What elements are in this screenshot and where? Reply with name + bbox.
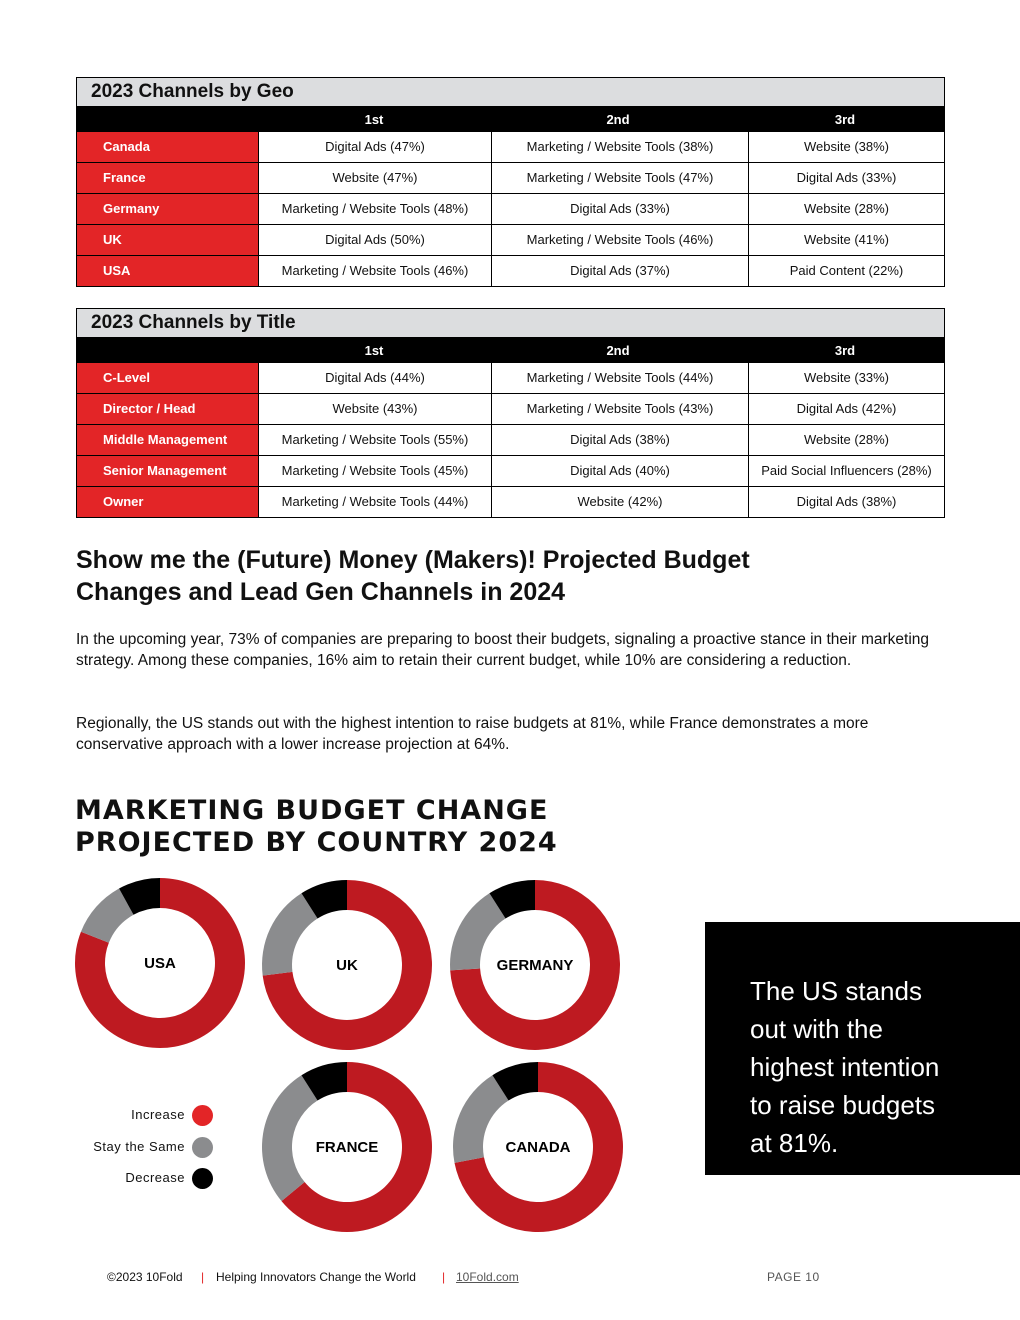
footer-separator: |: [442, 1270, 446, 1284]
donut-uk-label: UK: [336, 957, 358, 974]
table-cell: Marketing / Website Tools (44%): [258, 487, 491, 517]
legend-same: Stay the Same: [93, 1139, 185, 1154]
donut-usa-label: USA: [144, 955, 176, 972]
table-cell: Digital Ads (37%): [491, 256, 748, 286]
table-cell: Website (33%): [748, 363, 944, 393]
table-cell: Marketing / Website Tools (47%): [491, 163, 748, 193]
column-header: 1st: [364, 112, 384, 127]
table-cell: Website (42%): [491, 487, 748, 517]
table-cell: Marketing / Website Tools (38%): [491, 132, 748, 162]
table-cell: Marketing / Website Tools (46%): [258, 256, 491, 286]
table-cell: Website (47%): [258, 163, 491, 193]
row-label: C-Level: [77, 363, 258, 393]
table-cell: Website (41%): [748, 225, 944, 255]
row-label: Owner: [77, 487, 258, 517]
row-label: Middle Management: [77, 425, 258, 455]
row-label: Director / Head: [77, 394, 258, 424]
page-number: PAGE 10: [767, 1270, 820, 1284]
table-cell: Marketing / Website Tools (46%): [491, 225, 748, 255]
donut-canada-label: CANADA: [505, 1139, 571, 1156]
table-cell: Digital Ads (33%): [748, 163, 944, 193]
table-cell: Marketing / Website Tools (55%): [258, 425, 491, 455]
table-cell: Digital Ads (50%): [258, 225, 491, 255]
table-cell: Digital Ads (33%): [491, 194, 748, 224]
paragraph-1: In the upcoming year, 73% of companies are preparing to boost their budgets, signaling a proactive stance in their marketing strategy. Among these companies, 16% aim to retain their current budget, while 10% are considering a reduction.: [76, 631, 929, 669]
legend-decrease: Decrease: [125, 1170, 185, 1185]
table-cell: Digital Ads (42%): [748, 394, 944, 424]
table-cell: Digital Ads (40%): [491, 456, 748, 486]
legend-increase-swatch: [192, 1105, 213, 1126]
table-title: 2023 Channels by Title: [77, 309, 944, 338]
table-cell: Marketing / Website Tools (45%): [258, 456, 491, 486]
table-cell: Website (28%): [748, 194, 944, 224]
row-label: Germany: [77, 194, 258, 224]
column-header: 2nd: [606, 343, 630, 358]
footer-separator: |: [201, 1270, 205, 1284]
table-cell: Digital Ads (38%): [748, 487, 944, 517]
callout-text: The US stands out with the highest intention to raise budgets at 81%.: [750, 976, 940, 1158]
paragraph-2: Regionally, the US stands out with the highest intention to raise budgets at 81%, while France demonstrates a more conservative approach with a lower increase projection at 64%.: [76, 715, 869, 753]
section-heading: Show me the (Future) Money (Makers)! Projected Budget Changes and Lead Gen Channels in 2024: [76, 546, 750, 606]
footer-copyright: ©2023 10Fold: [107, 1270, 183, 1284]
table-cell: Marketing / Website Tools (44%): [491, 363, 748, 393]
table-cell: Paid Content (22%): [748, 256, 944, 286]
row-label: USA: [77, 256, 258, 286]
table-cell: Marketing / Website Tools (48%): [258, 194, 491, 224]
table-cell: Paid Social Influencers (28%): [748, 456, 944, 486]
row-label: UK: [77, 225, 258, 255]
donut-germany-label: GERMANY: [496, 957, 574, 974]
donut-canada-same-slice: [453, 1075, 509, 1163]
table-cell: Digital Ads (44%): [258, 363, 491, 393]
legend-same-swatch: [192, 1137, 213, 1158]
table-cell: Digital Ads (38%): [491, 425, 748, 455]
footer-link[interactable]: 10Fold.com: [456, 1270, 519, 1284]
chart-title: MARKETING BUDGET CHANGE PROJECTED BY COUNTRY 2024: [75, 795, 558, 858]
row-label: Senior Management: [77, 456, 258, 486]
legend-decrease-swatch: [192, 1168, 213, 1189]
table-cell: Website (28%): [748, 425, 944, 455]
donut-france-same-slice: [262, 1075, 318, 1201]
table-title: 2023 Channels by Geo: [77, 78, 944, 107]
donut-france-label: FRANCE: [315, 1139, 379, 1156]
table-cell: Digital Ads (47%): [258, 132, 491, 162]
row-label: Canada: [77, 132, 258, 162]
callout-box: [705, 922, 1020, 1175]
table-cell: Website (43%): [258, 394, 491, 424]
row-label: France: [77, 163, 258, 193]
table-cell: Website (38%): [748, 132, 944, 162]
column-header: 1st: [364, 343, 384, 358]
column-header: 3rd: [834, 112, 856, 127]
column-header: 2nd: [606, 112, 630, 127]
table-cell: Marketing / Website Tools (43%): [491, 394, 748, 424]
footer-tagline: Helping Innovators Change the World: [216, 1270, 416, 1284]
donut-uk-same-slice: [262, 893, 318, 975]
legend-increase: Increase: [131, 1107, 185, 1122]
column-header: 3rd: [834, 343, 856, 358]
